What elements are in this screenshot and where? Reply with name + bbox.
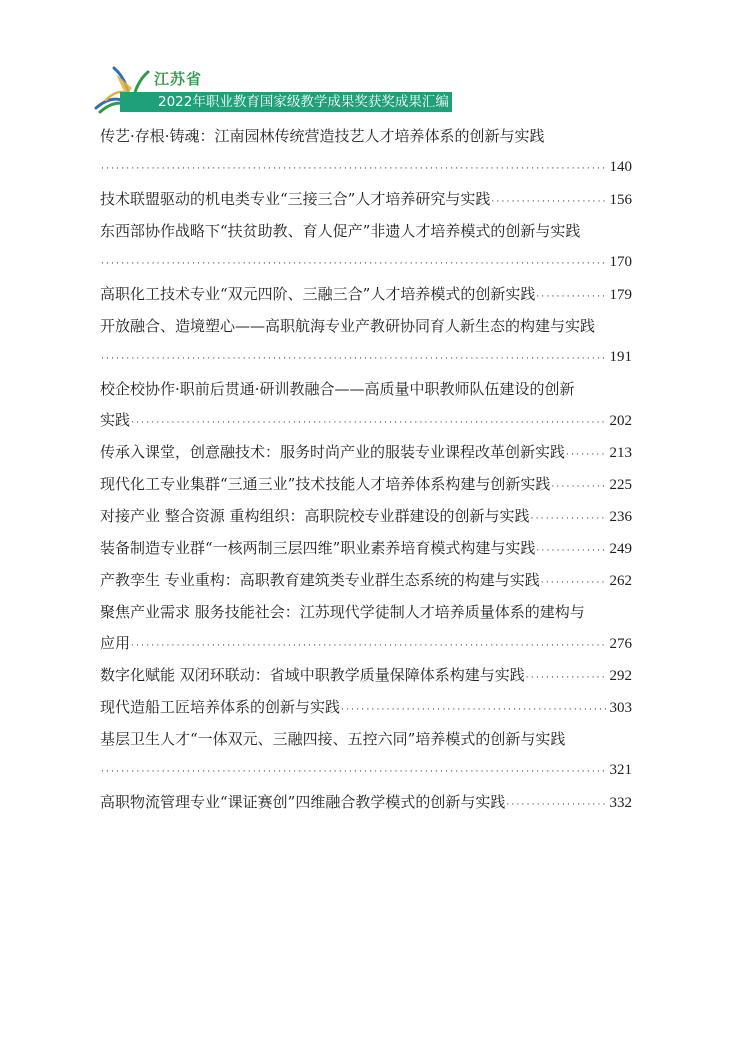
- toc-entry-leader-row: [100, 410, 632, 430]
- toc-entry-title: 高职物流管理专业“课证赛创”四维融合教学模式的创新与实践: [100, 793, 506, 811]
- toc-entry-row: [100, 665, 632, 685]
- toc-entry-title: 高职化工技术专业“双元四阶、三融三合”人才培养模式的创新实践: [100, 285, 536, 303]
- toc-entry-page-number: 140: [609, 159, 632, 175]
- dot-leader: [100, 254, 607, 274]
- toc-entry-page-number: 236: [609, 509, 632, 525]
- toc-entry-page-number: 191: [609, 349, 632, 365]
- dot-leader: [100, 159, 607, 179]
- toc-entry[interactable]: [100, 570, 632, 590]
- toc-entry-row: [100, 284, 632, 304]
- toc-entry[interactable]: [100, 284, 632, 304]
- toc-entry[interactable]: [100, 697, 632, 717]
- toc-entry-page-number: 292: [609, 668, 632, 684]
- toc-entry[interactable]: [100, 221, 632, 272]
- toc-entry[interactable]: [100, 316, 632, 367]
- page-header: [92, 58, 492, 118]
- dot-leader: [505, 795, 606, 815]
- toc-entry-title: 技术联盟驱动的机电类专业“三接三合”人才培养研究与实践: [100, 190, 491, 208]
- toc-entry-page-number: 276: [609, 636, 632, 652]
- toc-entry[interactable]: [100, 538, 632, 558]
- toc-entry[interactable]: [100, 379, 632, 430]
- table-of-contents: [100, 126, 632, 824]
- toc-entry-title: 校企校协作·职前后贯通·研训教融合——高质量中职教师队伍建设的创新: [100, 380, 575, 398]
- dot-leader: [100, 762, 607, 782]
- dot-leader: [530, 509, 607, 529]
- dot-leader: [540, 573, 607, 593]
- dot-leader: [490, 192, 606, 212]
- dot-leader: [565, 445, 606, 465]
- toc-entry[interactable]: [100, 602, 632, 653]
- toc-entry-leader-row: [100, 347, 632, 367]
- dot-leader: [340, 700, 606, 720]
- dot-leader: [130, 636, 606, 656]
- dot-leader: [525, 668, 607, 688]
- toc-entry-title: 现代化工专业集群“三通三业”技术技能人才培养体系构建与创新实践: [100, 475, 551, 493]
- toc-entry[interactable]: [100, 729, 632, 780]
- toc-entry-page-number: 225: [609, 477, 632, 493]
- toc-entry-leader-row: [100, 252, 632, 272]
- toc-entry[interactable]: [100, 665, 632, 685]
- toc-entry-title: 数字化赋能 双闭环联动：省域中职教学质量保障体系构建与实践: [100, 666, 525, 684]
- toc-entry[interactable]: [100, 506, 632, 526]
- toc-entry-row: [100, 792, 632, 812]
- dot-leader: [130, 413, 606, 433]
- toc-entry[interactable]: [100, 442, 632, 462]
- toc-entry[interactable]: [100, 474, 632, 494]
- toc-entry-page-number: 213: [609, 445, 632, 461]
- toc-entry[interactable]: [100, 126, 632, 177]
- toc-entry-title: 现代造船工匠培养体系的创新与实践: [100, 698, 341, 716]
- toc-entry-title: 对接产业 整合资源 重构组织：高职院校专业群建设的创新与实践: [100, 507, 530, 525]
- toc-entry-title: 基层卫生人才“一体双元、三融四接、五控六同”培养模式的创新与实践: [100, 730, 566, 748]
- toc-entry-title-continuation: 实践: [100, 411, 131, 429]
- toc-entry-page-number: 249: [609, 541, 632, 557]
- toc-entry-page-number: 179: [609, 287, 632, 303]
- toc-entry-leader-row: [100, 760, 632, 780]
- toc-entry-page-number: 202: [609, 413, 632, 429]
- dot-leader: [550, 477, 606, 497]
- toc-entry-title: 东西部协作战略下“扶贫助教、育人促产”非遗人才培养模式的创新与实践: [100, 222, 581, 240]
- toc-entry-leader-row: [100, 633, 632, 653]
- collection-title-banner: 2022年职业教育国家级教学成果奖获奖成果汇编: [120, 92, 452, 112]
- toc-entry-title-continuation: 应用: [100, 634, 131, 652]
- dot-leader: [535, 287, 606, 307]
- toc-entry-title: 传艺·存根·铸魂：江南园林传统营造技艺人才培养体系的创新与实践: [100, 127, 545, 145]
- toc-entry-row: [100, 442, 632, 462]
- toc-entry-leader-row: [100, 157, 632, 177]
- toc-entry-row: [100, 538, 632, 558]
- toc-entry[interactable]: [100, 792, 632, 812]
- toc-entry-page-number: 321: [609, 762, 632, 778]
- toc-entry-title: 产教孪生 专业重构：高职教育建筑类专业群生态系统的构建与实践: [100, 571, 540, 589]
- toc-entry-title: 装备制造专业群“一核两制三层四维”职业素养培育模式构建与实践: [100, 539, 536, 557]
- toc-entry-page-number: 262: [609, 573, 632, 589]
- toc-entry-page-number: 332: [609, 795, 632, 811]
- toc-entry-title: 开放融合、造境塑心——高职航海专业产教研协同育人新生态的构建与实践: [100, 317, 596, 335]
- toc-entry-page-number: 170: [609, 254, 632, 270]
- toc-entry-row: [100, 189, 632, 209]
- toc-entry-title: 聚焦产业需求 服务技能社会：江苏现代学徒制人才培养质量体系的建构与: [100, 603, 585, 621]
- toc-entry-title: 传承入课堂，创意融技术：服务时尚产业的服装专业课程改革创新实践: [100, 443, 566, 461]
- toc-entry[interactable]: [100, 189, 632, 209]
- toc-entry-row: [100, 474, 632, 494]
- dot-leader: [100, 349, 607, 369]
- toc-entry-page-number: 156: [609, 192, 632, 208]
- toc-entry-row: [100, 506, 632, 526]
- toc-entry-page-number: 303: [609, 700, 632, 716]
- province-label: 江苏省: [154, 70, 203, 88]
- toc-entry-row: [100, 697, 632, 717]
- toc-entry-row: [100, 570, 632, 590]
- dot-leader: [535, 541, 606, 561]
